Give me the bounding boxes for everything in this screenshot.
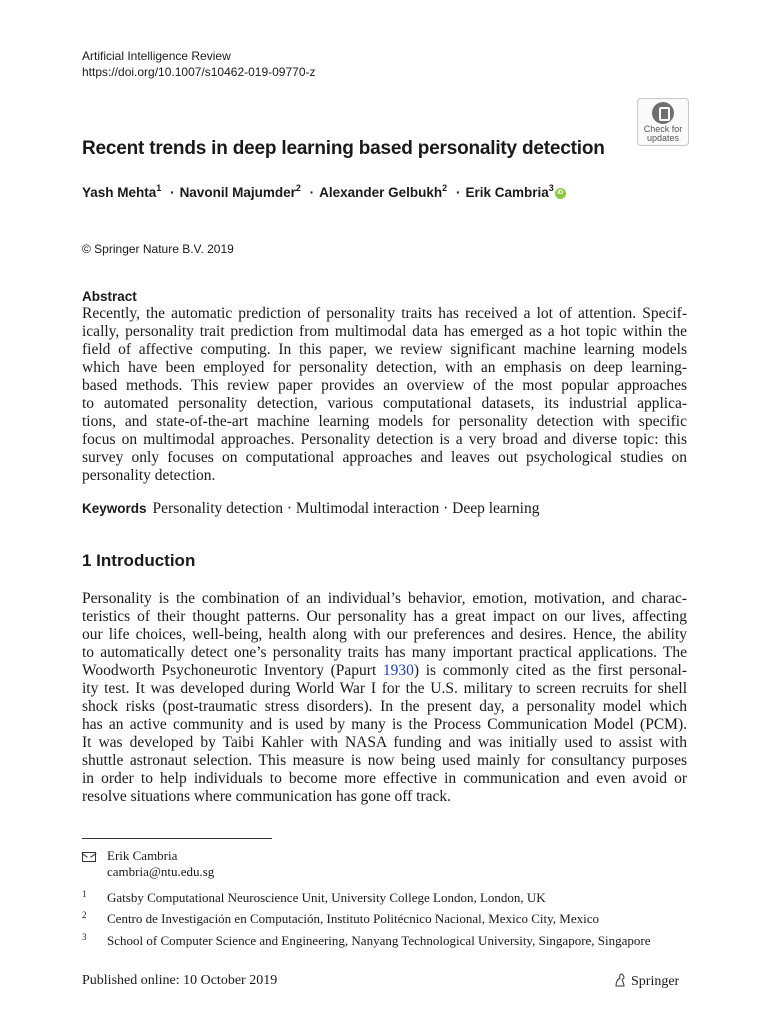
publisher-logo (614, 973, 679, 990)
keywords-label: Keywords (82, 501, 147, 516)
published-date: Published online: 10 October 2019 (82, 973, 278, 988)
journal-header (82, 48, 316, 80)
intro-line: shock risks (post-traumatic stress disorders). In the present day, a personality model which (82, 698, 687, 715)
intro-line: in order to help individuals to become more effective in communication and even avoid or (82, 770, 687, 787)
author-separator: · (309, 185, 315, 200)
section-heading-introduction: 1 Introduction (82, 551, 196, 570)
keywords-text: Personality detection · Multimodal interaction · Deep learning (152, 500, 540, 517)
intro-line: It was developed by Taibi Kahler with NASA funding and was initially used to assist with (82, 734, 687, 751)
abstract-line: tions, and state-of-the-art machine learning models for personality detection with specific (82, 413, 687, 430)
intro-line: to automatically detect one’s personality traits has many important practical applications. The (82, 644, 687, 661)
keywords (82, 500, 540, 518)
abstract-line: survey only focuses on computational approaches and leaves out psychological studies on (82, 449, 687, 466)
affiliation-text: Gatsby Computational Neuroscience Unit, University College London, London, UK (107, 890, 546, 905)
abstract-heading: Abstract (82, 289, 137, 304)
intro-line: shuttle astronaut selection. This measure is now being used mainly for consultancy purposes (82, 752, 687, 769)
author-separator: · (455, 185, 461, 200)
author-affiliation-ref: 2 (295, 182, 301, 193)
citation-link[interactable]: 1930 (382, 662, 414, 679)
intro-line: has an active community and is used by many is the Process Communication Model (PCM). (82, 716, 687, 733)
contact-email[interactable]: cambria@ntu.edu.sg (107, 864, 215, 879)
intro-line: ity test. It was developed during World War I for the U.S. military to screen recruits for shell (82, 680, 687, 697)
affiliation-1 (82, 890, 546, 906)
bookmark-icon (652, 102, 674, 124)
affiliation-number: 1 (82, 889, 87, 899)
affiliation-number: 2 (82, 910, 87, 920)
affiliation-3 (82, 933, 651, 949)
abstract-line: ically, personality trait prediction from multimodal data has emerged as a hot topic within the (82, 323, 687, 340)
check-for-updates-badge[interactable] (637, 98, 689, 146)
orcid-icon[interactable]: iD (555, 188, 566, 199)
author-affiliation-ref: 2 (442, 182, 448, 193)
check-updates-line2: updates (646, 133, 680, 143)
corresponding-author (82, 848, 214, 880)
publisher-name: Springer (631, 974, 680, 989)
springer-horse-icon (614, 973, 626, 987)
author-name[interactable]: Erik Cambria (465, 185, 549, 200)
abstract-line: personality detection. (82, 467, 216, 484)
abstract-line: field of affective computing. In this paper, we review significant machine learning models (82, 341, 687, 358)
intro-line-with-citation: Woodworth Psychoneurotic Inventory (Papurt 1930) is commonly cited as the first personal- (82, 662, 687, 679)
abstract-line: focus on multimodal approaches. Personality detection is a very broad and diverse topic: this (82, 431, 687, 448)
abstract-line: which have been employed for personality detection, with an emphasis on deep learning- (82, 359, 687, 376)
abstract-line: based methods. This review paper provides an overview of the most popular approaches (82, 377, 687, 394)
affiliation-text: School of Computer Science and Engineering, Nanyang Technological University, Singapore, Singapore (107, 933, 651, 948)
abstract-line: Recently, the automatic prediction of personality traits has received a lot of attention. Specif- (82, 305, 687, 322)
paper-title: Recent trends in deep learning based personality detection (82, 138, 605, 159)
author-affiliation-ref: 1 (156, 182, 162, 193)
journal-name: Artificial Intelligence Review (82, 49, 231, 63)
envelope-icon (82, 852, 96, 862)
abstract-line: to automated personality detection, various computational datasets, its industrial applica- (82, 395, 687, 412)
author-name[interactable]: Yash Mehta (82, 185, 157, 200)
author-name[interactable]: Navonil Majumder (179, 185, 296, 200)
author-affiliation-ref: 3 (548, 182, 554, 193)
author-name[interactable]: Alexander Gelbukh (319, 185, 443, 200)
check-updates-line1: Check for (643, 124, 683, 134)
intro-line: our life choices, well-being, health along with our preferences and desires. Hence, the ability (82, 626, 687, 643)
intro-line: resolve situations where communication has gone off track. (82, 788, 452, 805)
author-separator: · (170, 185, 175, 200)
introduction-body (82, 590, 687, 806)
affiliation-text: Centro de Investigación en Computación, Instituto Politécnico Nacional, Mexico City, Mexico (107, 911, 599, 926)
footnote-divider (82, 838, 272, 839)
intro-line: Personality is the combination of an individual’s behavior, emotion, motivation, and charac- (82, 590, 687, 607)
author-list (82, 182, 566, 200)
contact-name: Erik Cambria (107, 848, 178, 863)
affiliation-2 (82, 911, 599, 927)
intro-line: teristics of their thought patterns. Our personality has a great impact on our lives, affecting (82, 608, 687, 625)
abstract-body (82, 305, 687, 485)
affiliation-number: 3 (82, 932, 87, 942)
doi-link[interactable]: https://doi.org/10.1007/s10462-019-09770-z (82, 65, 316, 79)
copyright-notice: © Springer Nature B.V. 2019 (82, 242, 234, 256)
